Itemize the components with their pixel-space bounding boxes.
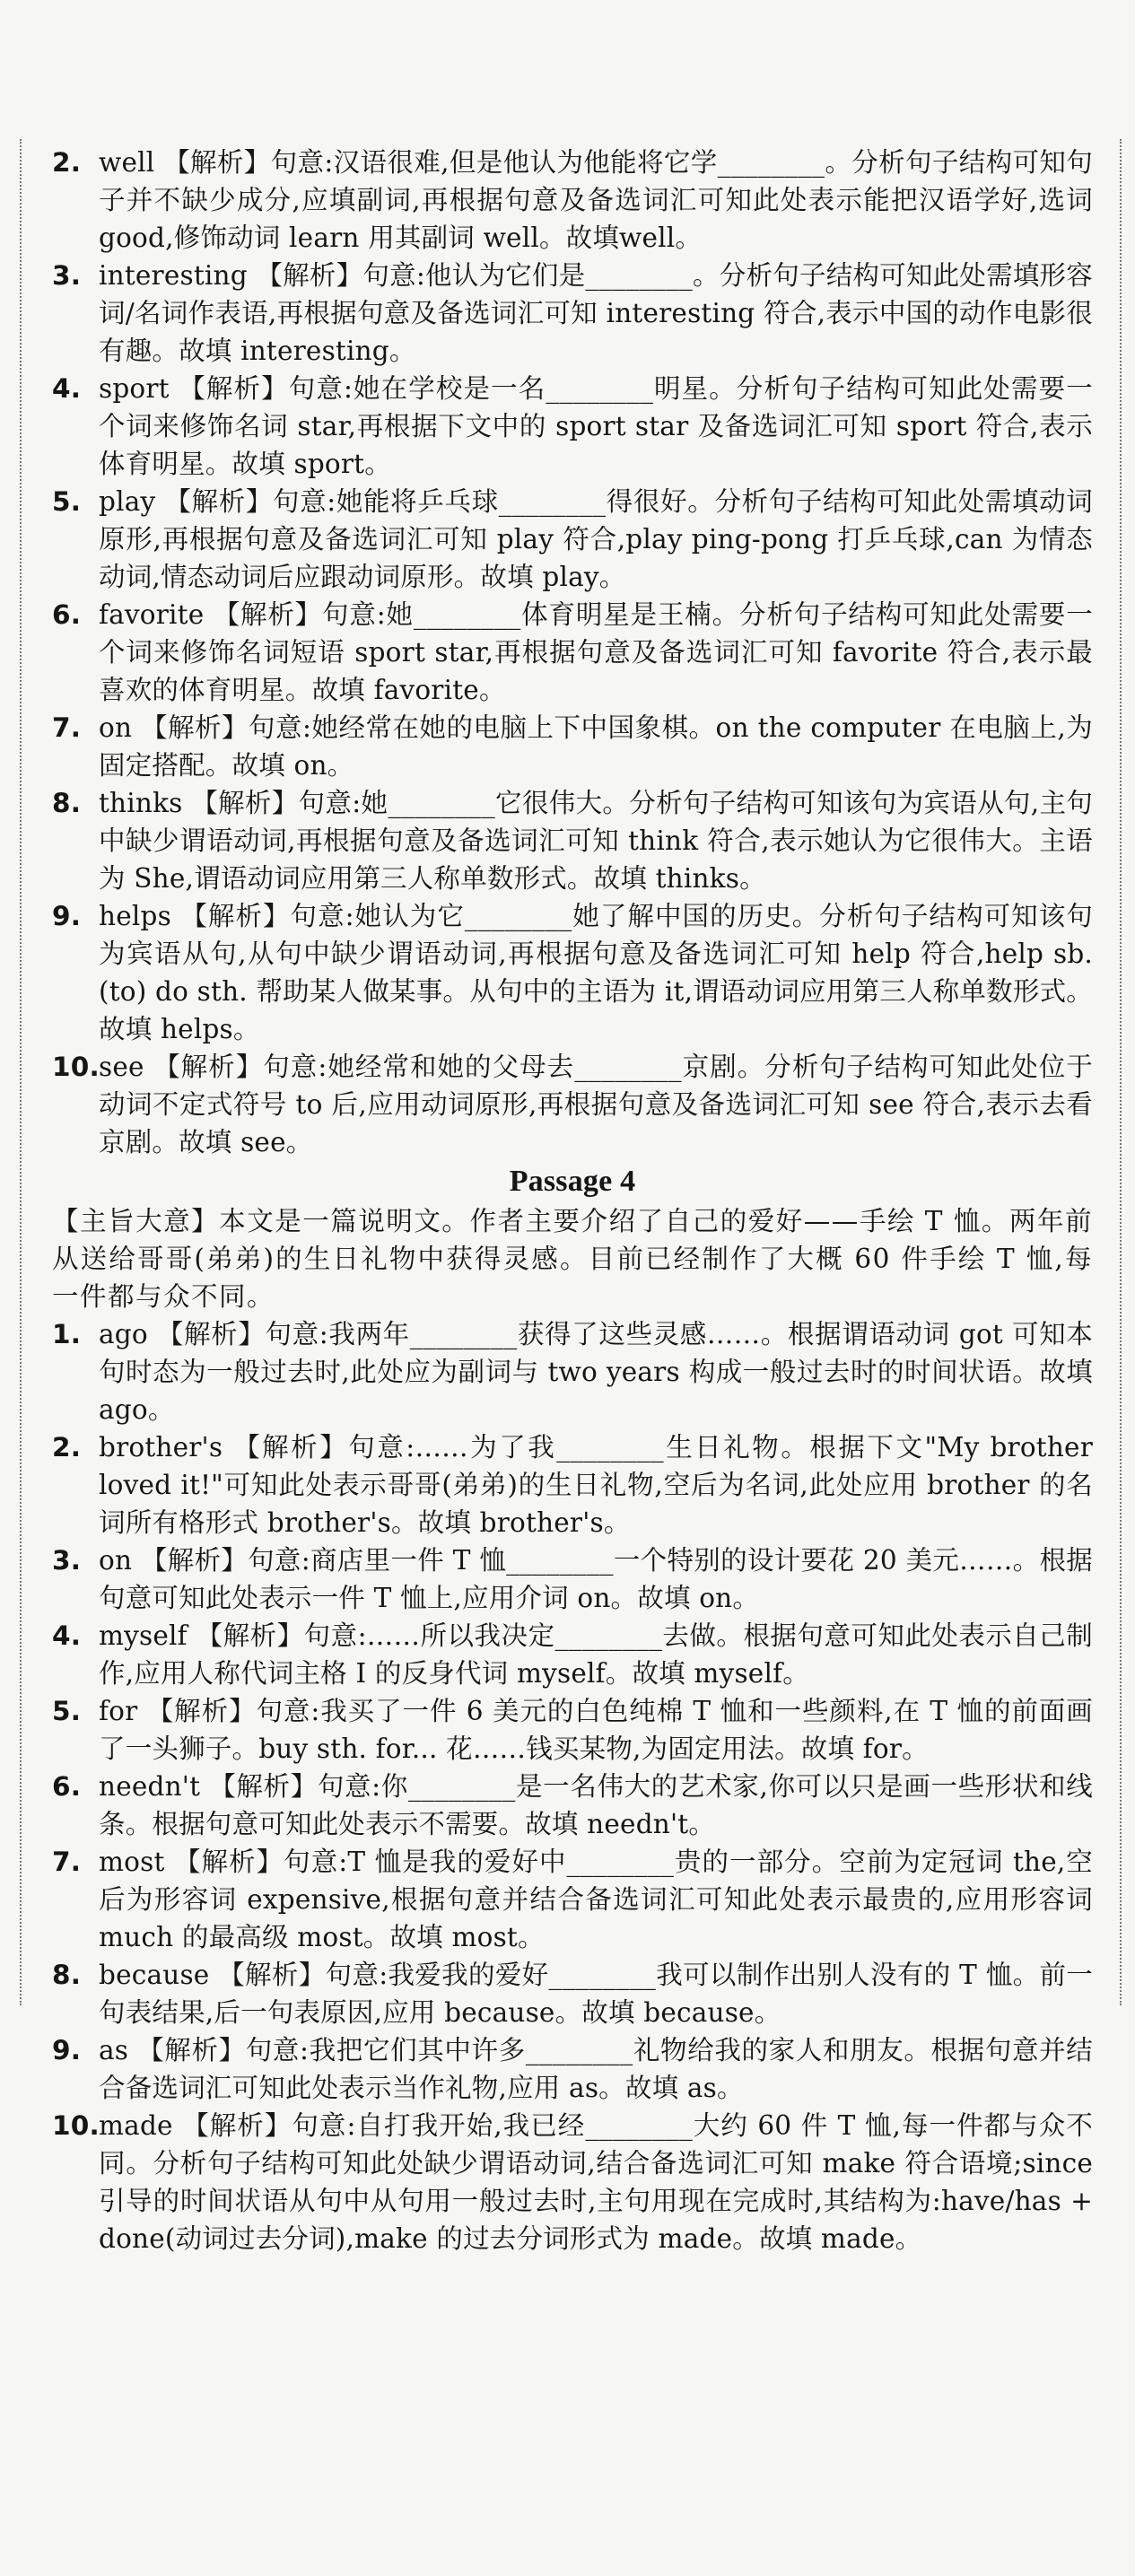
- item-number: 9.: [52, 901, 82, 931]
- item-number: 10.: [52, 1052, 100, 1082]
- item-number: 1.: [52, 1319, 82, 1349]
- answer-item: [52, 1768, 1093, 1843]
- answer-item: [52, 1956, 1093, 2031]
- item-text: because 【解析】句意:我爱我的爱好________我可以制作出别人没有的 T 恤。前一句表结果,后一句表原因,应用 because。故填 because。: [99, 1960, 1093, 2028]
- answer-item: [52, 784, 1093, 897]
- item-number: 4.: [52, 373, 82, 404]
- item-text: myself 【解析】句意:……所以我决定________去做。根据句意可知此处表示自己制作,应用人称代词主格 I 的反身代词 myself。故填 myself。: [99, 1620, 1093, 1689]
- item-number: 2.: [52, 1432, 82, 1463]
- item-text: interesting 【解析】句意:他认为它们是________。分析句子结构可知此处需填形容词/名词作表语,再根据句意及备选词汇可知 interesting 符合,表示中国的动作电影很有趣。故填 interesting。: [99, 260, 1093, 366]
- item-text: as 【解析】句意:我把它们其中许多________礼物给我的家人和朋友。根据句意并结合备选词汇可知此处表示当作礼物,应用 as。故填 as。: [99, 2035, 1093, 2103]
- item-number: 6.: [52, 1771, 82, 1802]
- answer-item: [52, 709, 1093, 784]
- answer-item: [52, 2031, 1093, 2107]
- item-number: 10.: [52, 2110, 100, 2141]
- item-text: for 【解析】句意:我买了一件 6 美元的白色纯棉 T 恤和一些颜料,在 T 恤的前面画了一头狮子。buy sth. for... 花……钱买某物,为固定用法。故填 for。: [99, 1696, 1093, 1764]
- item-text: sport 【解析】句意:她在学校是一名________明星。分析句子结构可知此处需要一个词来修饰名词 star,再根据下文中的 sport star 及备选词汇可知 sport 符合,表示体育明星。故填 sport。: [99, 373, 1093, 479]
- passage-title: Passage 4: [509, 1165, 636, 1198]
- answer-explanations: [52, 144, 1093, 2257]
- item-text: needn't 【解析】句意:你________是一名伟大的艺术家,你可以只是画一些形状和线条。根据句意可知此处表示不需要。故填 needn't。: [99, 1771, 1093, 1839]
- answer-item: [52, 1048, 1093, 1161]
- answer-item: [52, 596, 1093, 709]
- item-text: brother's 【解析】句意:……为了我________生日礼物。根据下文"My brother loved it!"可知此处表示哥哥(弟弟)的生日礼物,空后为名词,此处应用 brother 的名词所有格形式 brother's。故填 brother's。: [99, 1432, 1093, 1538]
- item-text: thinks 【解析】句意:她________它很伟大。分析句子结构可知该句为宾语从句,主句中缺少谓语动词,再根据句意及备选词汇可知 think 符合,表示她认为它很伟大。主语为 She,谓语动词应用第三人称单数形式。故填 thinks。: [99, 788, 1093, 894]
- answer-item: [52, 1843, 1093, 1956]
- item-number: 5.: [52, 1696, 82, 1726]
- answer-item: [52, 897, 1093, 1048]
- answer-item: [52, 257, 1093, 370]
- item-text: favorite 【解析】句意:她________体育明星是王楠。分析句子结构可知此处需要一个词来修饰名词短语 sport star,再根据句意及备选词汇可知 favorite 符合,表示最喜欢的体育明星。故填 favorite。: [99, 599, 1093, 705]
- answer-item: [52, 2107, 1093, 2257]
- answer-item: [52, 1428, 1093, 1541]
- item-number: 2.: [52, 147, 82, 178]
- item-text: ago 【解析】句意:我两年________获得了这些灵感……。根据谓语动词 got 可知本句时态为一般过去时,此处应为副词与 two years 构成一般过去时的时间状语。故填 ago。: [99, 1319, 1093, 1425]
- item-number: 8.: [52, 1960, 82, 1990]
- item-number: 3.: [52, 260, 82, 291]
- item-text: play 【解析】句意:她能将乒乓球________得很好。分析句子结构可知此处需填动词原形,再根据句意及备选词汇可知 play 符合,play ping-pong 打乒乓球,can 为情态动词,情态动词后应跟动词原形。故填 play。: [99, 486, 1093, 592]
- item-text: on 【解析】句意:商店里一件 T 恤________一个特别的设计要花 20 美元……。根据句意可知此处表示一件 T 恤上,应用介词 on。故填 on。: [99, 1545, 1093, 1613]
- section-passage-3-answers: [52, 144, 1093, 1161]
- item-text: helps 【解析】句意:她认为它________她了解中国的历史。分析句子结构可知该句为宾语从句,从句中缺少谓语动词,再根据句意及备选词汇可知 help 符合,help sb. (to) do sth. 帮助某人做某事。从句中的主语为 it,谓语动词应用第三人称单数形式。故填 helps。: [99, 901, 1093, 1044]
- item-number: 7.: [52, 712, 82, 743]
- item-number: 9.: [52, 2035, 82, 2065]
- item-text: on 【解析】句意:她经常在她的电脑上下中国象棋。on the computer 在电脑上,为固定搭配。故填 on。: [99, 712, 1093, 781]
- answer-item: [52, 483, 1093, 596]
- item-number: 3.: [52, 1545, 82, 1576]
- answer-item: [52, 1617, 1093, 1692]
- item-number: 5.: [52, 486, 82, 517]
- answer-item: [52, 144, 1093, 257]
- item-number: 4.: [52, 1620, 82, 1651]
- answer-item: [52, 370, 1093, 483]
- passage-summary: 【主旨大意】本文是一篇说明文。作者主要介绍了自己的爱好——手绘 T 恤。两年前从送给哥哥(弟弟)的生日礼物中获得灵感。目前已经制作了大概 60 件手绘 T 恤,每一件都与众不同。: [52, 1206, 1093, 1312]
- answer-item: [52, 1692, 1093, 1768]
- item-text: see 【解析】句意:她经常和她的父母去________京剧。分析句子结构可知此处位于动词不定式符号 to 后,应用动词原形,再根据句意及备选词汇可知 see 符合,表示去看京剧。故填 see。: [99, 1052, 1093, 1157]
- section-passage-4-answers: [52, 1315, 1093, 2257]
- answer-item: [52, 1541, 1093, 1617]
- item-text: made 【解析】句意:自打我开始,我已经________大约 60 件 T 恤,每一件都与众不同。分析句子结构可知此处缺少谓语动词,结合备选词汇可知 make 符合语境;since 引导的时间状语从句中从句用一般过去时,主句用现在完成时,其结构为:have/has + done(动词过去分词),make 的过去分词形式为 made。故填 made。: [99, 2110, 1093, 2254]
- item-text: well 【解析】句意:汉语很难,但是他认为他能将它学________。分析句子结构可知句子并不缺少成分,应填副词,再根据句意及备选词汇可知此处表示能把汉语学好,选词 good,修饰动词 learn 用其副词 well。故填well。: [99, 147, 1093, 253]
- item-text: most 【解析】句意:T 恤是我的爱好中________贵的一部分。空前为定冠词 the,空后为形容词 expensive,根据句意并结合备选词汇可知此处表示最贵的,应用形容词 much 的最高级 most。故填 most。: [99, 1847, 1093, 1952]
- item-number: 7.: [52, 1847, 82, 1877]
- item-number: 6.: [52, 599, 82, 630]
- item-number: 8.: [52, 788, 82, 818]
- answer-item: [52, 1315, 1093, 1428]
